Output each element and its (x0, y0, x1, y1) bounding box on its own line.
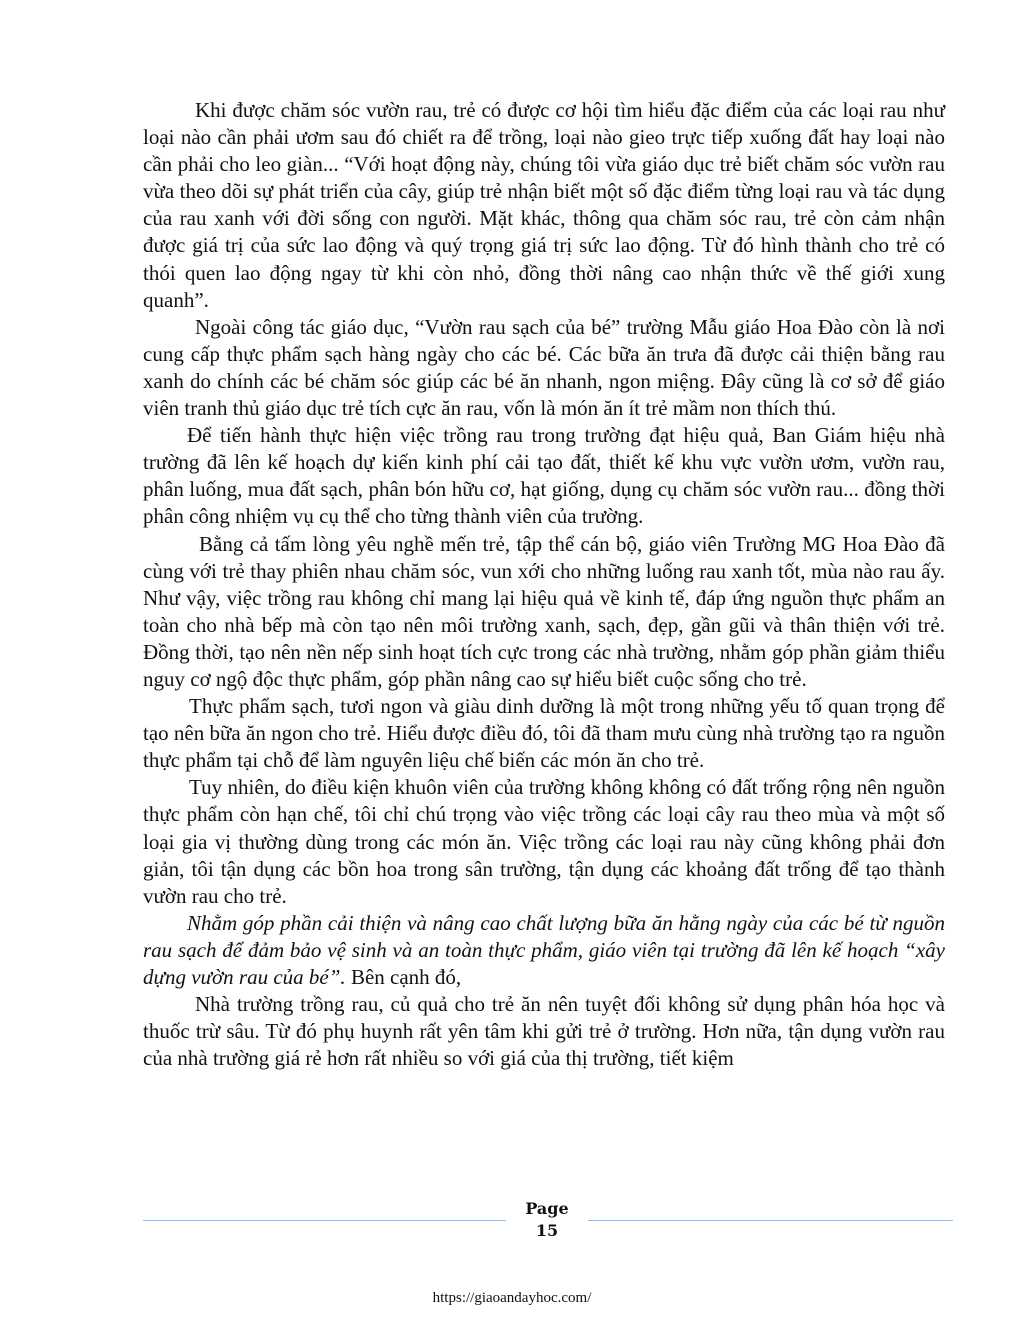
paragraph: Thực phẩm sạch, tươi ngon và giàu dinh dưỡng là một trong những yếu tố quan trọng để tạo nên bữa ăn ngon cho trẻ. Hiểu được điều đó, tôi đã tham mưu cùng nhà trường tạo ra nguồn thực phẩm tại chỗ để làm nguyên liệu chế biến các món ăn cho trẻ. (143, 694, 945, 773)
document-body (143, 97, 945, 1072)
footer-rule-left (143, 1220, 506, 1221)
page-number-label (506, 1198, 588, 1242)
regular-text: Bên cạnh đó, (345, 965, 462, 989)
paragraph: Ngoài công tác giáo dục, “Vườn rau sạch của bé” trường Mẫu giáo Hoa Đào còn là nơi cung cấp thực phẩm sạch hàng ngày cho các bé. Các bữa ăn trưa đã được cải thiện bằng rau xanh do chính các bé chăm sóc giúp các bé ăn nhanh, ngon miệng. Đây cũng là cơ sở để giáo viên tranh thủ giáo dục trẻ tích cực ăn rau, vốn là món ăn ít trẻ mầm non thích thú. (143, 314, 945, 421)
italic-text: Nhằm góp phần cải thiện và nâng cao chất lượng bữa ăn hằng ngày của các bé từ nguồn rau sạch để đảm bảo vệ sinh và an toàn thực phẩm, giáo viên tại trường đã lên kế hoạch “xây dựng vườn rau của bé”. (143, 910, 945, 989)
paragraph-mixed (143, 910, 945, 991)
page-word: Page (525, 1199, 569, 1218)
paragraph: Bằng cả tấm lòng yêu nghề mến trẻ, tập thể cán bộ, giáo viên Trường MG Hoa Đào đã cùng với trẻ thay phiên nhau chăm sóc, vun xới cho những luống rau xanh tốt, mùa nào rau ấy. Như vậy, việc trồng rau không chỉ mang lại hiệu quả về kinh tế, đáp ứng nguồn thực phẩm an toàn cho nhà bếp mà còn tạo nên môi trường xanh, sạch, đẹp, gần gũi và thân thiện với trẻ. Đồng thời, tạo nên nền nếp sinh hoạt tích cực trong các nhà trường, nhằm góp phần giảm thiểu nguy cơ ngộ độc thực phẩm, góp phần nâng cao sự hiểu biết cuộc sống cho trẻ. (143, 531, 945, 691)
footer-rule-right (588, 1220, 953, 1221)
page-number: 15 (535, 1221, 559, 1240)
source-url[interactable]: https://giaoandayhoc.com/ (432, 1290, 592, 1306)
paragraph: Để tiến hành thực hiện việc trồng rau trong trường đạt hiệu quả, Ban Giám hiệu nhà trường đã lên kế hoạch dự kiến kinh phí cải tạo đất, thiết kế khu vực vườn ươm, vườn rau, phân luống, mua đất sạch, phân bón hữu cơ, hạt giống, dụng cụ chăm sóc vườn rau... đồng thời phân công nhiệm vụ cụ thể cho từng thành viên của trường. (143, 423, 945, 529)
paragraph: Nhà trường trồng rau, củ quả cho trẻ ăn nên tuyệt đối không sử dụng phân hóa học và thuốc trừ sâu. Từ đó phụ huynh rất yên tâm khi gửi trẻ ở trường. Hơn nữa, tận dụng vườn rau của nhà trường giá rẻ hơn rất nhiều so với giá của thị trường, tiết kiệm (143, 992, 945, 1071)
paragraph: Tuy nhiên, do điều kiện khuôn viên của trường không không có đất trống rộng nên nguồn thực phẩm còn hạn chế, tôi chỉ chú trọng vào việc trồng các loại cây rau theo mùa và một số loại gia vị thường dùng trong các món ăn. Việc trồng các loại rau này cũng không phải đơn giản, tôi tận dụng các bồn hoa trong sân trường, tận dụng các khoảng đất trống để tạo thành vườn rau cho trẻ. (143, 775, 945, 908)
paragraph: Khi được chăm sóc vườn rau, trẻ có được cơ hội tìm hiểu đặc điểm của các loại rau như loại nào cần phải ươm sau đó chiết ra để trồng, loại nào gieo trực tiếp xuống đất hay loại nào cần phải cho leo giàn... “Với hoạt động này, chúng tôi vừa giáo dục trẻ biết chăm sóc vườn rau vừa theo dõi sự phát triển của cây, giúp trẻ nhận biết một số đặc điểm từng loại rau và tác dụng của rau xanh với đời sống con người. Mặt khác, thông qua chăm sóc rau, trẻ còn cảm nhận được giá trị của sức lao động và quý trọng giá trị sức lao động. Từ đó hình thành cho trẻ có thói quen lao động ngay từ khi còn nhỏ, đồng thời nâng cao nhận thức về thế giới xung quanh”. (143, 98, 945, 312)
